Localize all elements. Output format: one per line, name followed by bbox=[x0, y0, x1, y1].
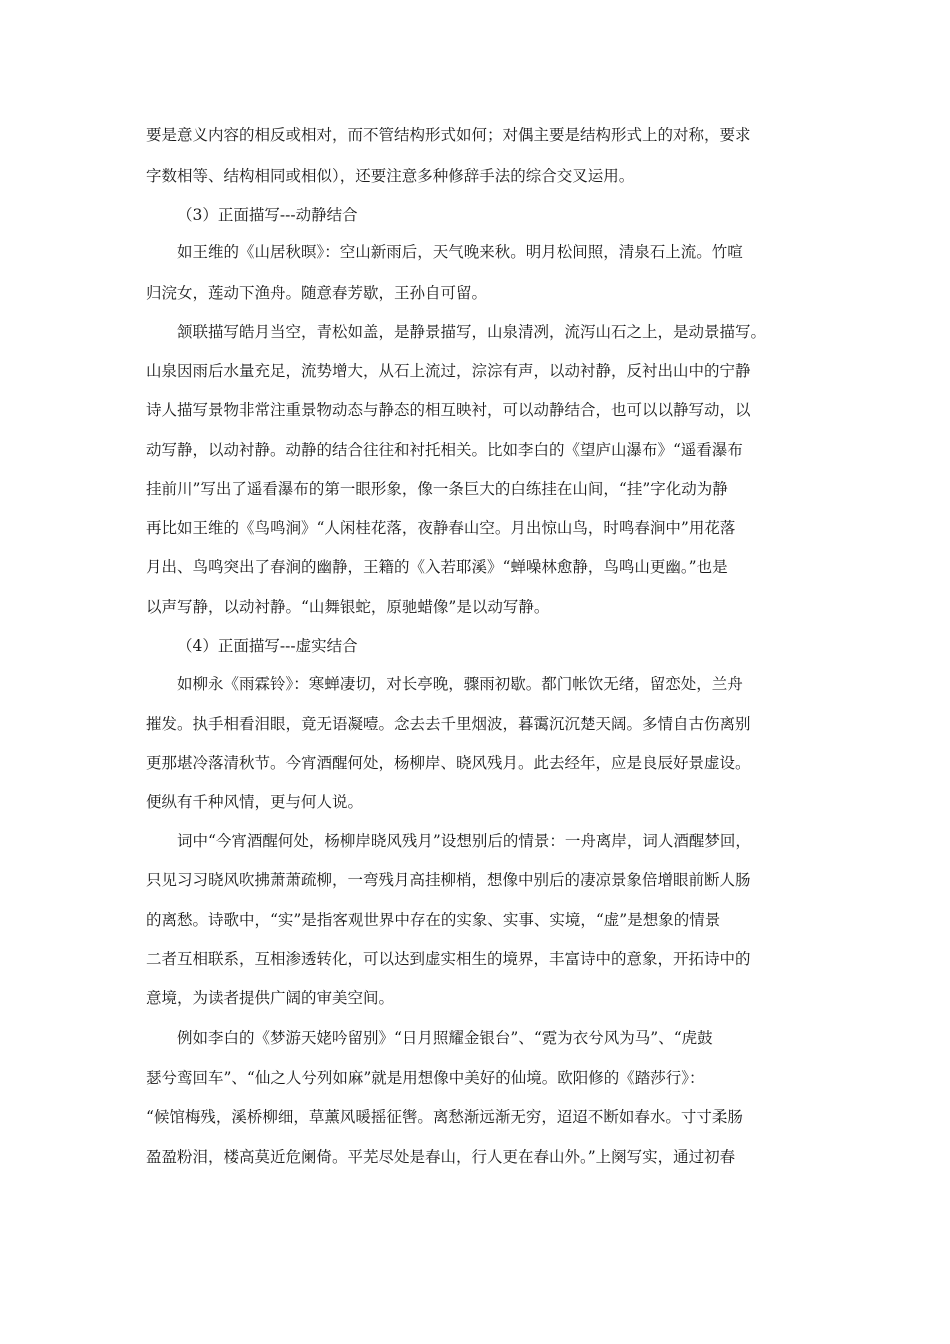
text-line: 词中“今宵酒醒何处，杨柳岸晓风残月”设想别后的情景：一舟离岸，词人酒醒梦回， bbox=[177, 832, 751, 850]
text-line: 盈盈粉泪，楼高莫近危阑倚。平芜尽处是春山，行人更在春山外。”上阕写实，通过初春 bbox=[146, 1148, 736, 1166]
text-line: 山泉因雨后水量充足，流势增大，从石上流过，淙淙有声，以动衬静，反衬出山中的宁静 bbox=[146, 362, 751, 380]
text-line: 二者互相联系，互相渗透转化，可以达到虚实相生的境界，丰富诗中的意象，开拓诗中的 bbox=[146, 950, 751, 968]
text-line: 更那堪冷落清秋节。今宵酒醒何处，杨柳岸、晓风残月。此去经年，应是良辰好景虚设。 bbox=[146, 754, 751, 772]
text-line: 月出、鸟鸣突出了春涧的幽静，王籍的《入若耶溪》“蝉噪林愈静，鸟鸣山更幽。”也是 bbox=[146, 558, 728, 576]
text-line: 摧发。执手相看泪眼，竟无语凝噎。念去去千里烟波，暮霭沉沉楚天阔。多情自古伤离别 bbox=[146, 715, 751, 733]
text-line: 字数相等、结构相同或相似），还要注意多种修辞手法的综合交叉运用。 bbox=[146, 167, 635, 185]
text-line: 再比如王维的《鸟鸣涧》“人闲桂花落，夜静春山空。月出惊山鸟，时鸣春涧中”用花落 bbox=[146, 519, 736, 537]
text-line: 动写静，以动衬静。动静的结合往往和衬托相关。比如李白的《望庐山瀑布》“遥看瀑布 bbox=[146, 441, 743, 459]
text-line: 如王维的《山居秋暝》：空山新雨后，天气晚来秋。明月松间照，清泉石上流。竹喧 bbox=[177, 243, 743, 261]
text-line: 只见习习晓风吹拂萧萧疏柳，一弯残月高挂柳梢，想像中别后的凄凉景象倍增眼前断人肠 bbox=[146, 871, 751, 889]
text-line: 例如李白的《梦游天姥吟留别》“日月照耀金银台”、“霓为衣兮风为马”、“虎鼓 bbox=[177, 1029, 713, 1047]
text-line: 归浣女，莲动下渔舟。随意春芳歇，王孙自可留。 bbox=[146, 284, 488, 302]
text-line: “候馆梅残，溪桥柳细，草薰风暖摇征辔。离愁渐远渐无穷，迢迢不断如春水。寸寸柔肠 bbox=[146, 1108, 743, 1126]
text-line: 的离愁。诗歌中，“实”是指客观世界中存在的实象、实事、实境，“虚”是想象的情景 bbox=[146, 911, 721, 929]
text-line: 以声写静，以动衬静。“山舞银蛇，原驰蜡像”是以动写静。 bbox=[146, 598, 550, 616]
text-line: 要是意义内容的相反或相对，而不管结构形式如何；对偶主要是结构形式上的对称，要求 bbox=[146, 126, 751, 144]
text-line: 如柳永《雨霖铃》：寒蝉凄切，对长亭晚，骤雨初歇。都门帐饮无绪，留恋处，兰舟 bbox=[177, 675, 743, 693]
text-line: 挂前川”写出了遥看瀑布的第一眼形象，像一条巨大的白练挂在山间，“挂”字化动为静 bbox=[146, 480, 728, 498]
text-line: 便纵有千种风情，更与何人说。 bbox=[146, 793, 364, 811]
text-line: 颔联描写皓月当空，青松如盖，是静景描写，山泉清冽，流泻山石之上，是动景描写。 bbox=[177, 323, 767, 341]
text-line: 意境，为读者提供广阔的审美空间。 bbox=[146, 989, 395, 1007]
text-line: 瑟兮鸾回车”、“仙之人兮列如麻”就是用想像中美好的仙境。欧阳修的《踏莎行》： bbox=[146, 1069, 705, 1087]
section-heading: （4）正面描写---虚实结合 bbox=[177, 637, 358, 655]
section-heading: （3）正面描写---动静结合 bbox=[177, 206, 358, 224]
text-line: 诗人描写景物非常注重景物动态与静态的相互映衬，可以动静结合，也可以以静写动，以 bbox=[146, 401, 751, 419]
